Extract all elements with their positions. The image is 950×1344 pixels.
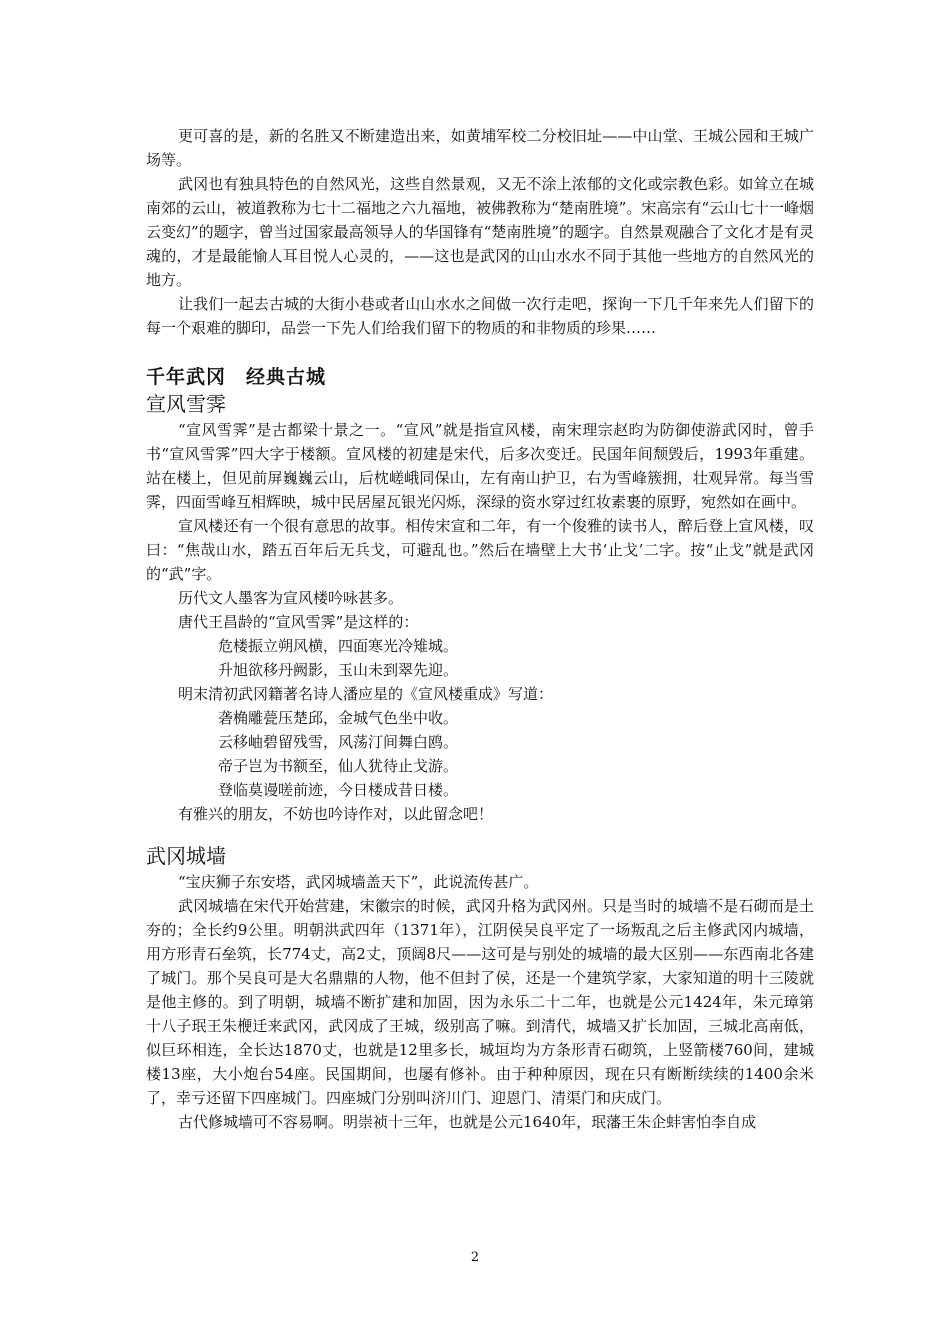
poem-line: 砻桷雕甍压楚邱，金城气色坐中收。 — [218, 709, 459, 727]
poem-line: 升旭欲移丹阙影，玉山未到翠先迎。 — [218, 661, 459, 679]
section-heading: 千年武冈 经典古城 — [146, 366, 327, 388]
subsection-title-wall: 武冈城墙 — [146, 844, 226, 868]
poem-line: 云移岫碧留残雪，风荡汀间舞白鸥。 — [218, 733, 459, 751]
wall-paragraph-1: “宝庆狮子东安塔，武冈城墙盖天下”，此说流传甚广。 — [178, 873, 539, 891]
xuanfeng-paragraph-5: 明末清初武冈籍著名诗人潘应星的《宣风楼重成》写道： — [178, 685, 554, 703]
xuanfeng-paragraph-1: “宣风雪霁”是古都梁十景之一。“宣风”就是指宣风楼，南宋理宗赵昀为防御使游武冈时，曾手书“宣风雪霁”四大字于楼额。宣风楼的初建是宋代，后多次变迁。民国年间颓毁后，1993年重建。站在楼上，但见前屏巍巍云山，后枕嵯峨同保山，左有南山护卫，右为雪峰簇拥，壮观异常。每当雪霁，四面雪峰互相辉映，城中民居屋瓦银光闪烁，深绿的资水穿过红妆素裹的原野，宛然如在画中。 — [146, 421, 814, 511]
intro-paragraph-1: 更可喜的是，新的名胜又不断建造出来，如黄埔军校二分校旧址——中山堂、王城公园和王城广场等。 — [146, 127, 814, 169]
wall-paragraph-3: 古代修城墙可不容易啊。明崇祯十三年，也就是公元1640年，珉藩王朱企蚌害怕李自成 — [178, 1113, 757, 1131]
intro-paragraph-3: 让我们一起去古城的大街小巷或者山山水水之间做一次行走吧，探询一下几千年来先人们留下的每一个艰难的脚印，品尝一下先人们给我们留下的物质的和非物质的珍果…… — [146, 295, 814, 337]
subsection-title-xuanfeng: 宣风雪霁 — [146, 392, 226, 416]
spacer — [146, 340, 814, 364]
page-number: 2 — [470, 1250, 480, 1265]
document-page — [146, 124, 814, 1134]
intro-paragraph-2: 武冈也有独具特色的自然风光，这些自然景观，又无不涂上浓郁的文化或宗教色彩。如耸立在城南郊的云山，被道教称为七十二福地之六九福地，被佛教称为“楚南胜境”。宋高宗有“云山七十一峰烟云变幻”的题字，曾当过国家最高领导人的华国锋有“楚南胜境”的题字。自然景观融合了文化才是有灵魂的，才是最能愉人耳目悦人心灵的，——这也是武冈的山山水水不同于其他一些地方的自然风光的地方。 — [146, 175, 815, 289]
xuanfeng-paragraph-4: 唐代王昌龄的“宣风雪霁”是这样的： — [178, 613, 419, 631]
poem-line: 危楼振立朔风横，四面寒光冷雉城。 — [218, 637, 459, 655]
xuanfeng-paragraph-6: 有雅兴的朋友，不妨也吟诗作对，以此留念吧！ — [178, 805, 494, 823]
spacer — [146, 826, 814, 842]
xuanfeng-paragraph-3: 历代文人墨客为宣风楼吟咏甚多。 — [178, 589, 404, 607]
poem-line: 帝子岂为书额至，仙人犹待止戈游。 — [218, 757, 459, 775]
wall-paragraph-2: 武冈城墙在宋代开始营建，宋徽宗的时候，武冈升格为武冈州。只是当时的城墙不是石砌而是土夯的；全长约9公里。明朝洪武四年（1371年），江阴侯吴良平定了一场叛乱之后主修武冈内城墙，用方形青石垒筑，长774丈，高2丈，顶阔8尺——这可是与别处的城墙的最大区别——东西南北各建了城门。那个吴良可是大名鼎鼎的人物，他不但封了侯，还是一个建筑学家，大家知道的明十三陵就是他主修的。到了明朝，城墙不断扩建和加固，因为永乐二十二年，也就是公元1424年，朱元璋第十八子珉王朱楩迁来武冈，武冈成了王城，级别高了嘛。到清代，城墙又扩长加固，三城北高南低，似巨环相连，全长达1870丈，也就是12里多长，城垣均为方条形青石砌筑，上竖箭楼760间，建城楼13座，大小炮台54座。民国期间，也屡有修补。由于种种原因，现在只有断断续续的1400余米了，幸亏还留下四座城门。四座城门分别叫济川门、迎恩门、清渠门和庆成门。 — [146, 897, 814, 1107]
xuanfeng-paragraph-2: 宣风楼还有一个很有意思的故事。相传宋宣和二年，有一个俊雅的读书人，醉后登上宣风楼，叹曰：“焦哉山水，踏五百年后无兵戈，可避乱也。”然后在墙壁上大书‘止戈’二字。按“止戈”就是武冈的“武”字。 — [146, 517, 814, 583]
poem-line: 登临莫谩嗟前迹，今日楼成昔日楼。 — [218, 781, 459, 799]
